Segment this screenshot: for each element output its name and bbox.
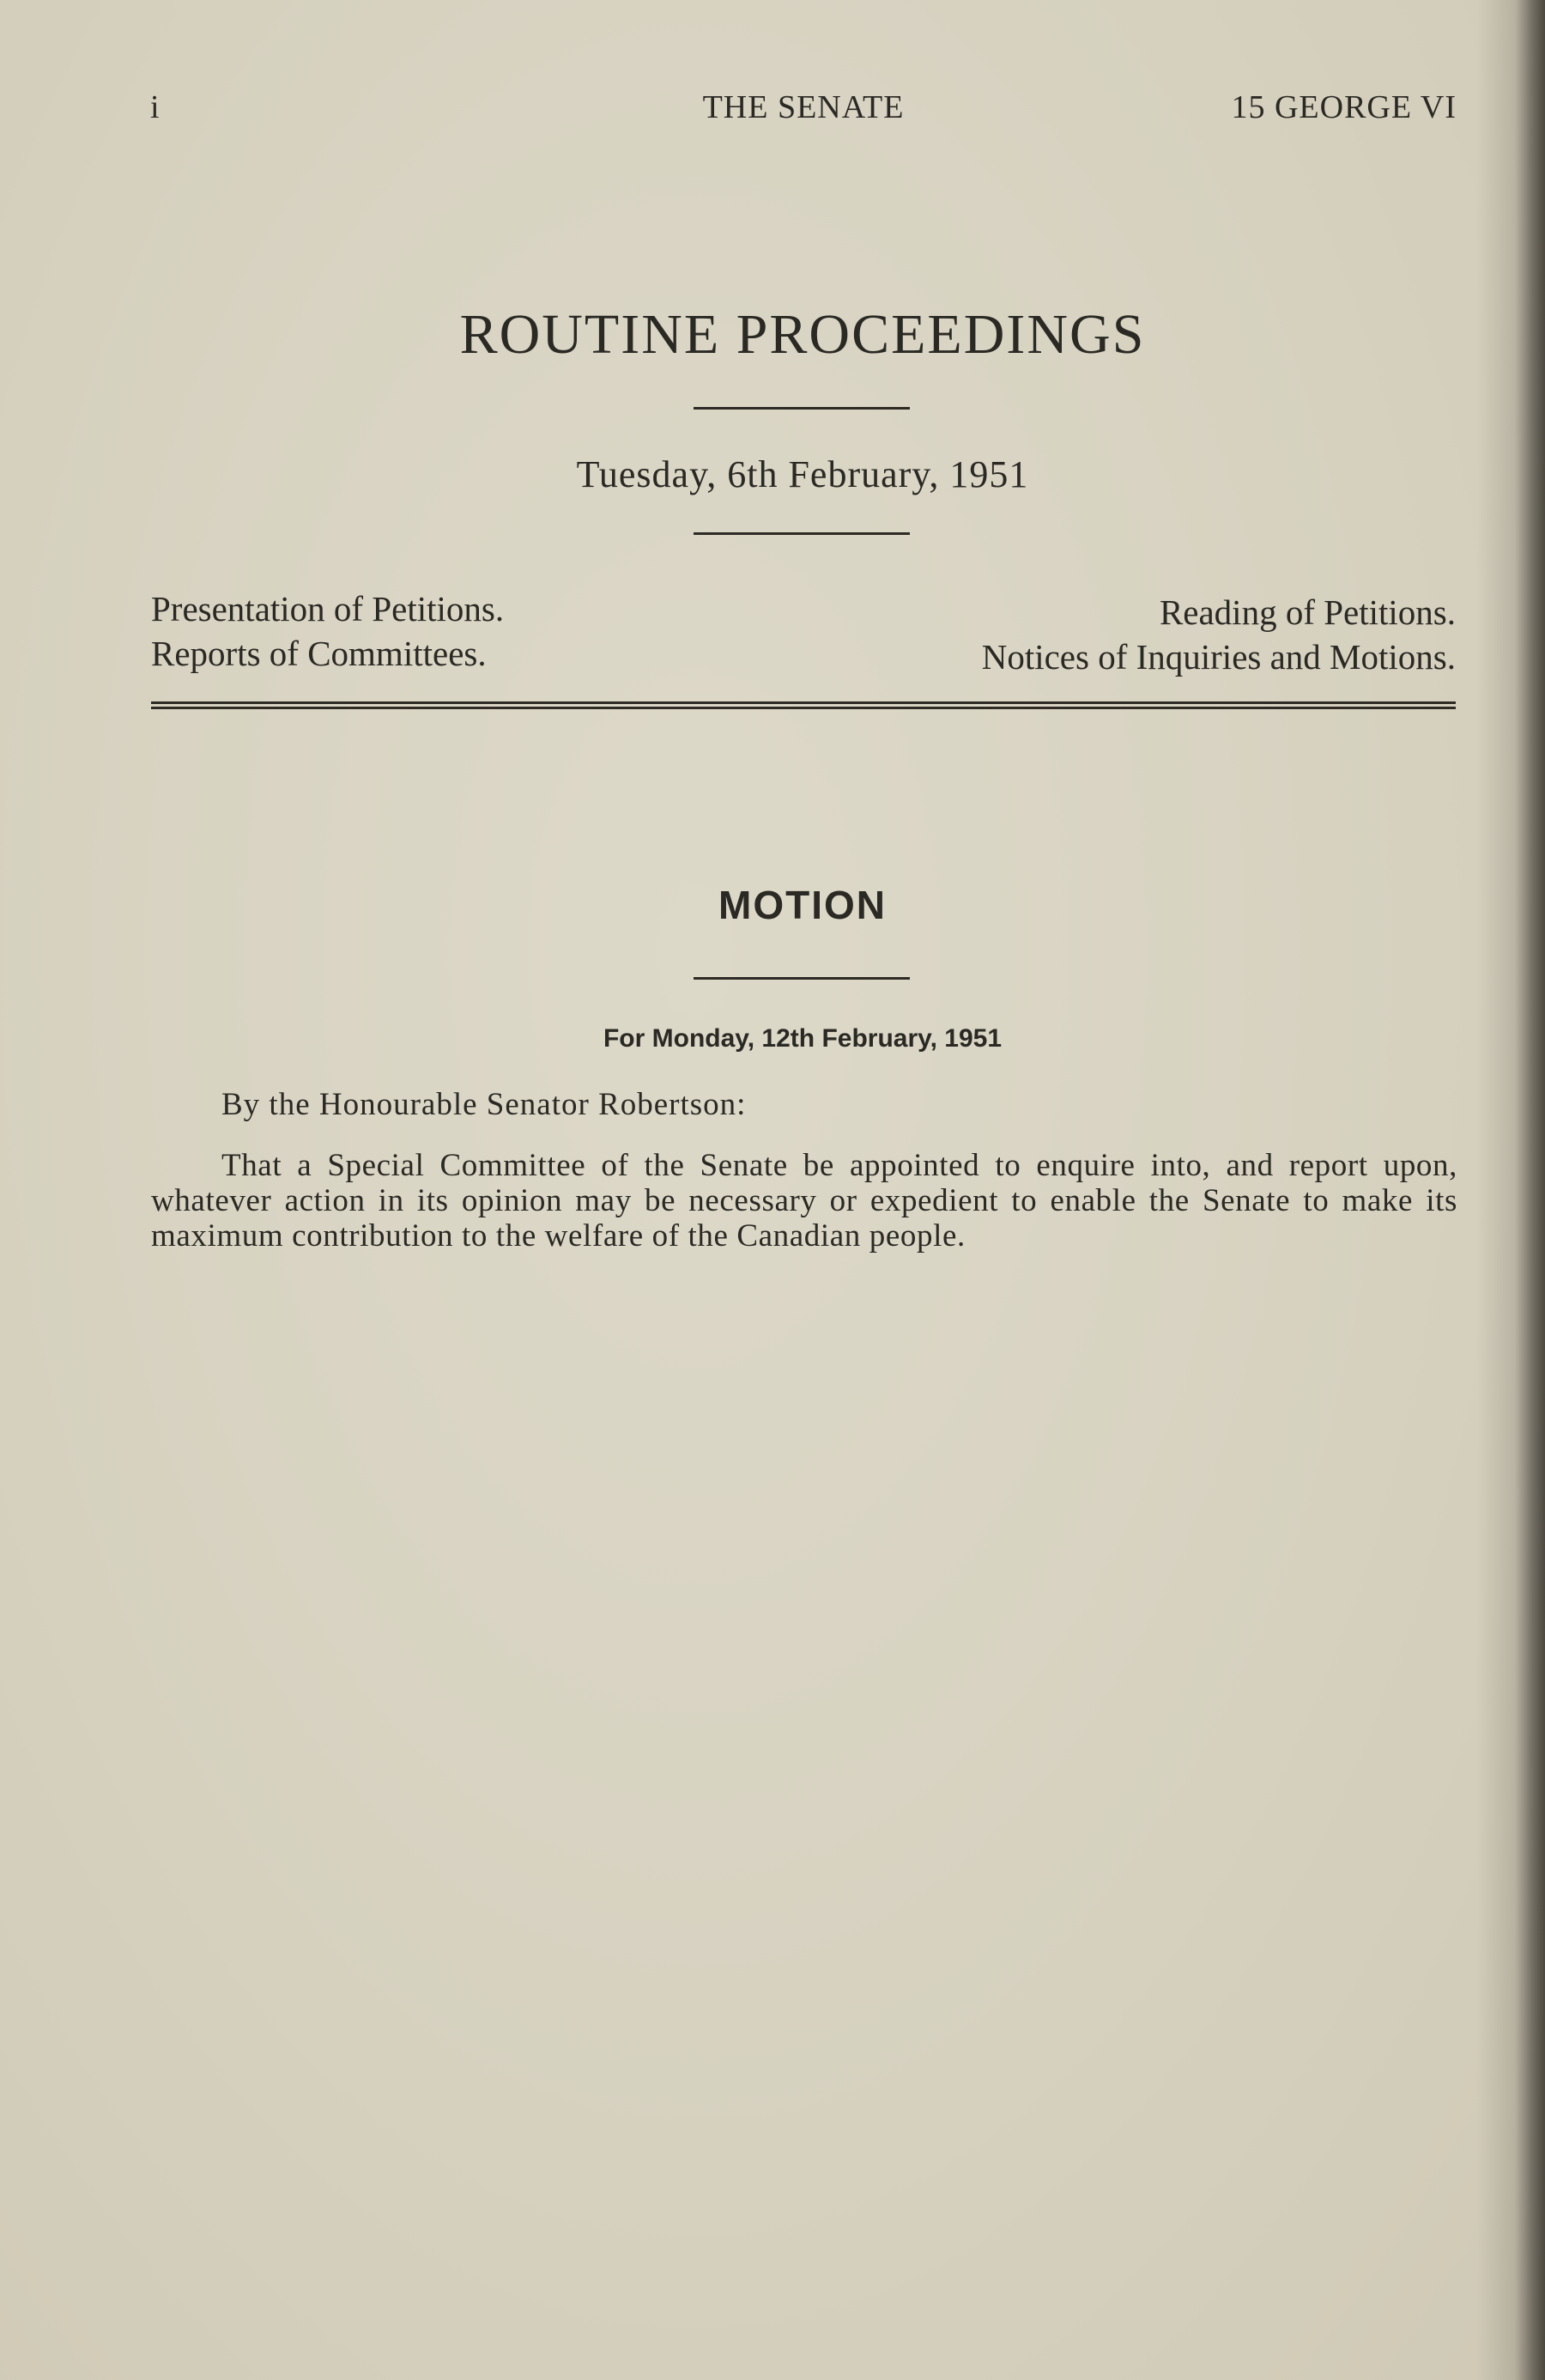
heading-notices-of-inquiries-and-motions: Notices of Inquiries and Motions. <box>981 637 1456 677</box>
page-title: ROUTINE PROCEEDINGS <box>459 303 1146 366</box>
date-rule <box>694 532 910 535</box>
running-head-title: THE SENATE <box>702 89 905 125</box>
motion-text: That a Special Committee of the Senate be appointed to enquire into, and report upon, whatever action in its opinion may be necessary or expedient to enable the Senate to make its maximum contribution to the welfare of the Canadian people. <box>151 1148 1457 1254</box>
heading-presentation-of-petitions: Presentation of Petitions. <box>151 589 505 628</box>
heading-reading-of-petitions: Reading of Petitions. <box>1159 592 1456 632</box>
page-number: i <box>150 89 161 125</box>
running-head <box>150 88 1457 126</box>
motion-by-line: By the Honourable Senator Robertson: <box>221 1087 747 1122</box>
heading-reports-of-committees: Reports of Committees. <box>151 634 487 673</box>
motion-for-date: For Monday, 12th February, 1951 <box>603 1024 1003 1053</box>
sitting-date: Tuesday, 6th February, 1951 <box>576 453 1029 495</box>
section-double-rule <box>151 701 1456 709</box>
motion-heading: MOTION <box>718 883 887 927</box>
title-rule <box>694 407 910 410</box>
running-head-regnal-year: 15 GEORGE VI <box>1231 89 1457 125</box>
order-headings <box>151 586 1456 681</box>
motion-rule <box>694 977 910 980</box>
